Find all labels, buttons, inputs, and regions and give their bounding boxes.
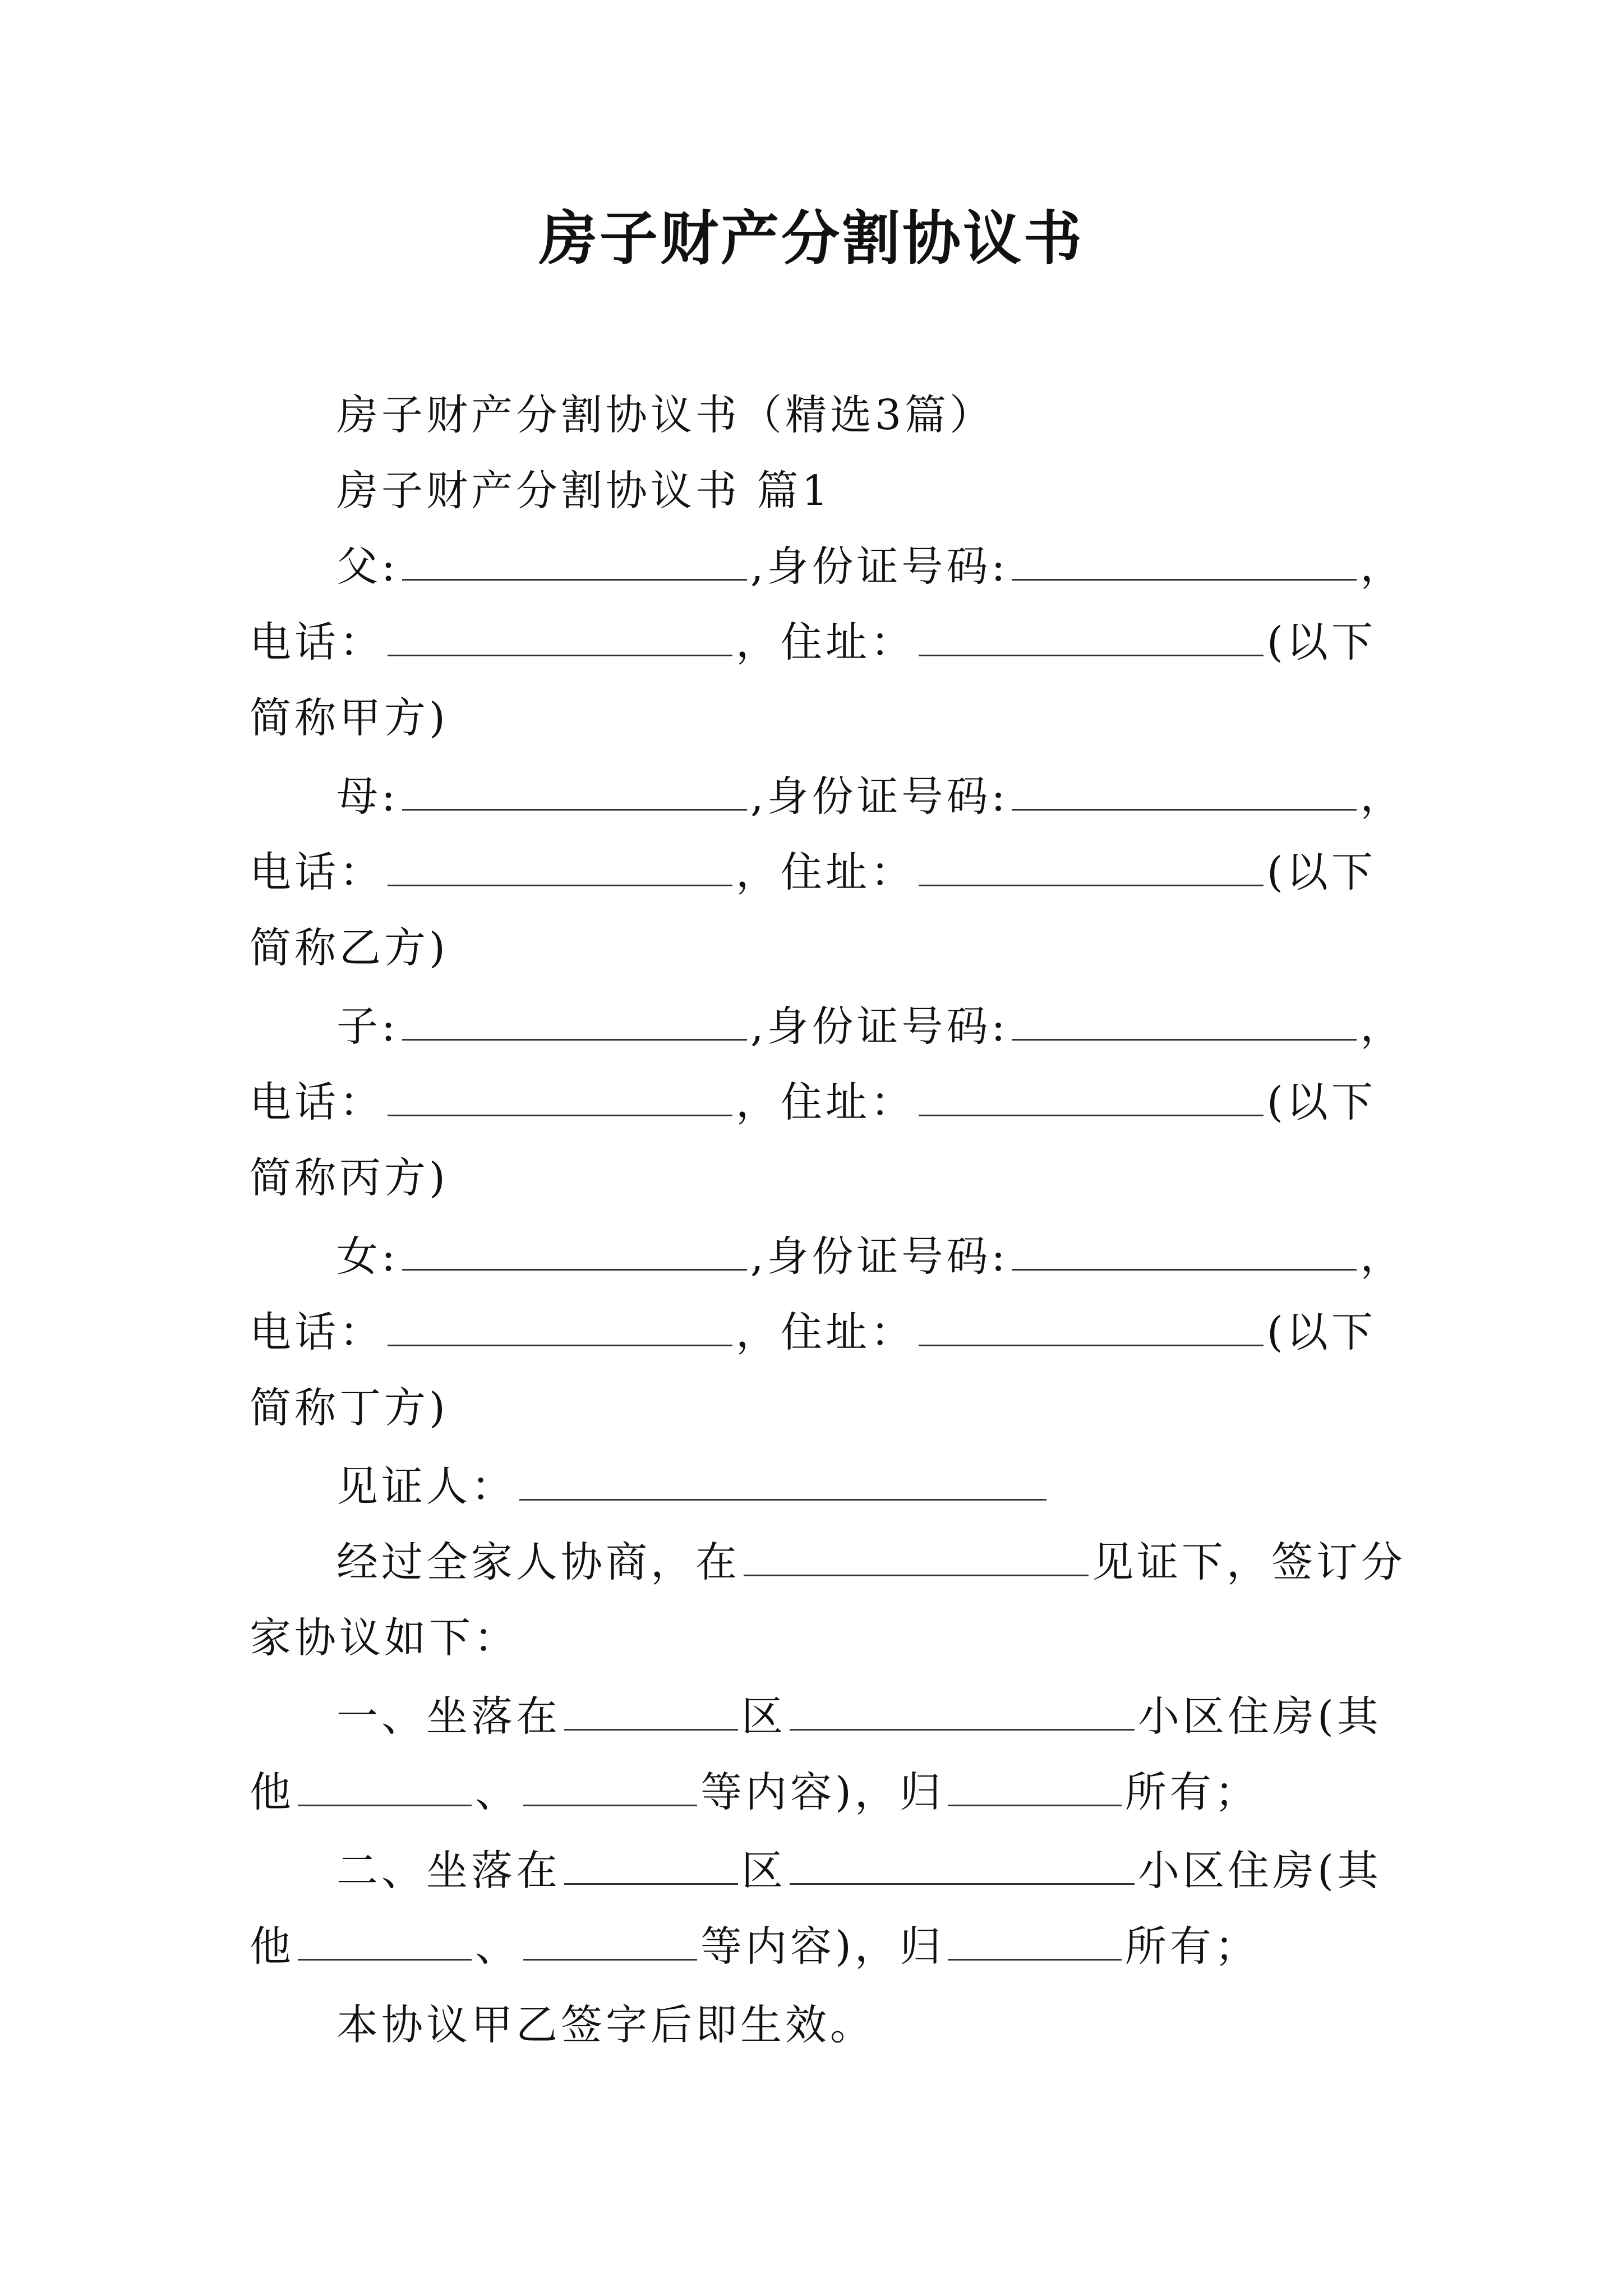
- owns-label: 所有；: [1124, 1922, 1260, 1971]
- hereinafter-label: (以下: [1267, 848, 1376, 896]
- hereinafter-label: (以下: [1267, 1308, 1376, 1356]
- other-blank-1[interactable]: [298, 1765, 472, 1806]
- etc-label: 等内容)，归: [700, 1922, 944, 1971]
- party-mother-line2: [250, 844, 1376, 900]
- party-daughter-short: 简称丁方): [250, 1384, 449, 1432]
- party-son-line2: [250, 1074, 1376, 1130]
- party-role: 母:: [336, 772, 399, 821]
- phone-blank[interactable]: [388, 1075, 732, 1116]
- district-label: 区: [741, 1692, 786, 1741]
- party-father-line1: [336, 539, 1405, 595]
- id-label: ,身份证号码:: [750, 542, 1009, 591]
- address-label: ，住址：: [736, 848, 915, 896]
- phone-label: 电话：: [250, 618, 384, 666]
- party-son-short: 简称丙方): [250, 1154, 449, 1202]
- address-blank[interactable]: [919, 1305, 1264, 1346]
- name-blank[interactable]: [402, 540, 747, 581]
- comma: ，: [1360, 772, 1405, 821]
- consult-line2: 家协议如下：: [250, 1614, 519, 1662]
- effective-statement: 本协议甲乙签字后即生效。: [336, 2001, 875, 2049]
- address-blank[interactable]: [919, 615, 1264, 656]
- party-mother-short: 简称乙方): [250, 924, 449, 972]
- owner-blank[interactable]: [948, 1765, 1122, 1806]
- phone-blank[interactable]: [388, 1305, 732, 1346]
- phone-label: 电话：: [250, 1308, 384, 1356]
- address-label: ，住址：: [736, 618, 915, 666]
- document-title: 房子财产分割协议书: [538, 204, 1084, 273]
- location-blank[interactable]: [564, 1844, 738, 1885]
- party-daughter-line1: [336, 1228, 1405, 1285]
- section-heading: 房子财产分割协议书 篇1: [336, 467, 832, 515]
- district-label: 区: [741, 1847, 786, 1895]
- other-label: 他: [250, 1922, 294, 1971]
- community-blank[interactable]: [790, 1690, 1135, 1731]
- witness-label: 见证人：: [336, 1462, 516, 1511]
- consult-witness-blank[interactable]: [744, 1535, 1089, 1576]
- etc-label: 等内容)，归: [700, 1768, 944, 1816]
- clause-1-line2: [250, 1764, 1260, 1820]
- party-daughter-line2: [250, 1304, 1376, 1360]
- address-label: ，住址：: [736, 1308, 915, 1356]
- party-role: 父:: [336, 542, 399, 591]
- clause-number: 一、坐落在: [336, 1692, 561, 1741]
- community-blank[interactable]: [790, 1844, 1135, 1885]
- other-blank-2[interactable]: [523, 1920, 697, 1961]
- witness-blank[interactable]: [519, 1460, 1046, 1501]
- hereinafter-label: (以下: [1267, 618, 1376, 666]
- address-blank[interactable]: [919, 845, 1264, 886]
- location-blank[interactable]: [564, 1690, 738, 1731]
- owner-blank[interactable]: [948, 1920, 1122, 1961]
- party-role: 子:: [336, 1002, 399, 1051]
- other-label: 他: [250, 1768, 294, 1816]
- consult-line1: [336, 1534, 1406, 1590]
- address-label: ，住址：: [736, 1078, 915, 1126]
- consult-text-2: 见证下，签订分: [1092, 1538, 1406, 1586]
- comma: ，: [1360, 1232, 1405, 1281]
- party-role: 女:: [336, 1232, 399, 1281]
- id-blank[interactable]: [1012, 1000, 1357, 1041]
- party-mother-line1: [336, 769, 1405, 825]
- consult-text-1: 经过全家人协商，在: [336, 1538, 740, 1586]
- witness-line: [336, 1458, 1050, 1515]
- subtitle: 房子财产分割协议书（精选3篇）: [336, 391, 995, 439]
- separator: 、: [475, 1922, 520, 1971]
- phone-blank[interactable]: [388, 615, 732, 656]
- name-blank[interactable]: [402, 1230, 747, 1271]
- housing-label: 小区住房(其: [1138, 1692, 1382, 1741]
- party-father-short: 简称甲方): [250, 694, 449, 742]
- id-blank[interactable]: [1012, 770, 1357, 811]
- clause-2-line1: [336, 1843, 1382, 1899]
- id-blank[interactable]: [1012, 1230, 1357, 1271]
- separator: 、: [475, 1768, 520, 1816]
- clause-1-line1: [336, 1688, 1382, 1745]
- comma: ，: [1360, 542, 1405, 591]
- id-blank[interactable]: [1012, 540, 1357, 581]
- address-blank[interactable]: [919, 1075, 1264, 1116]
- party-father-line2: [250, 614, 1376, 670]
- phone-label: 电话：: [250, 848, 384, 896]
- id-label: ,身份证号码:: [750, 1002, 1009, 1051]
- id-label: ,身份证号码:: [750, 772, 1009, 821]
- comma: ，: [1360, 1002, 1405, 1051]
- name-blank[interactable]: [402, 1000, 747, 1041]
- party-son-line1: [336, 999, 1405, 1055]
- other-blank-2[interactable]: [523, 1765, 697, 1806]
- clause-2-line2: [250, 1918, 1260, 1975]
- id-label: ,身份证号码:: [750, 1232, 1009, 1281]
- phone-label: 电话：: [250, 1078, 384, 1126]
- clause-number: 二、坐落在: [336, 1847, 561, 1895]
- owns-label: 所有；: [1124, 1768, 1260, 1816]
- other-blank-1[interactable]: [298, 1920, 472, 1961]
- phone-blank[interactable]: [388, 845, 732, 886]
- name-blank[interactable]: [402, 770, 747, 811]
- housing-label: 小区住房(其: [1138, 1847, 1382, 1895]
- hereinafter-label: (以下: [1267, 1078, 1376, 1126]
